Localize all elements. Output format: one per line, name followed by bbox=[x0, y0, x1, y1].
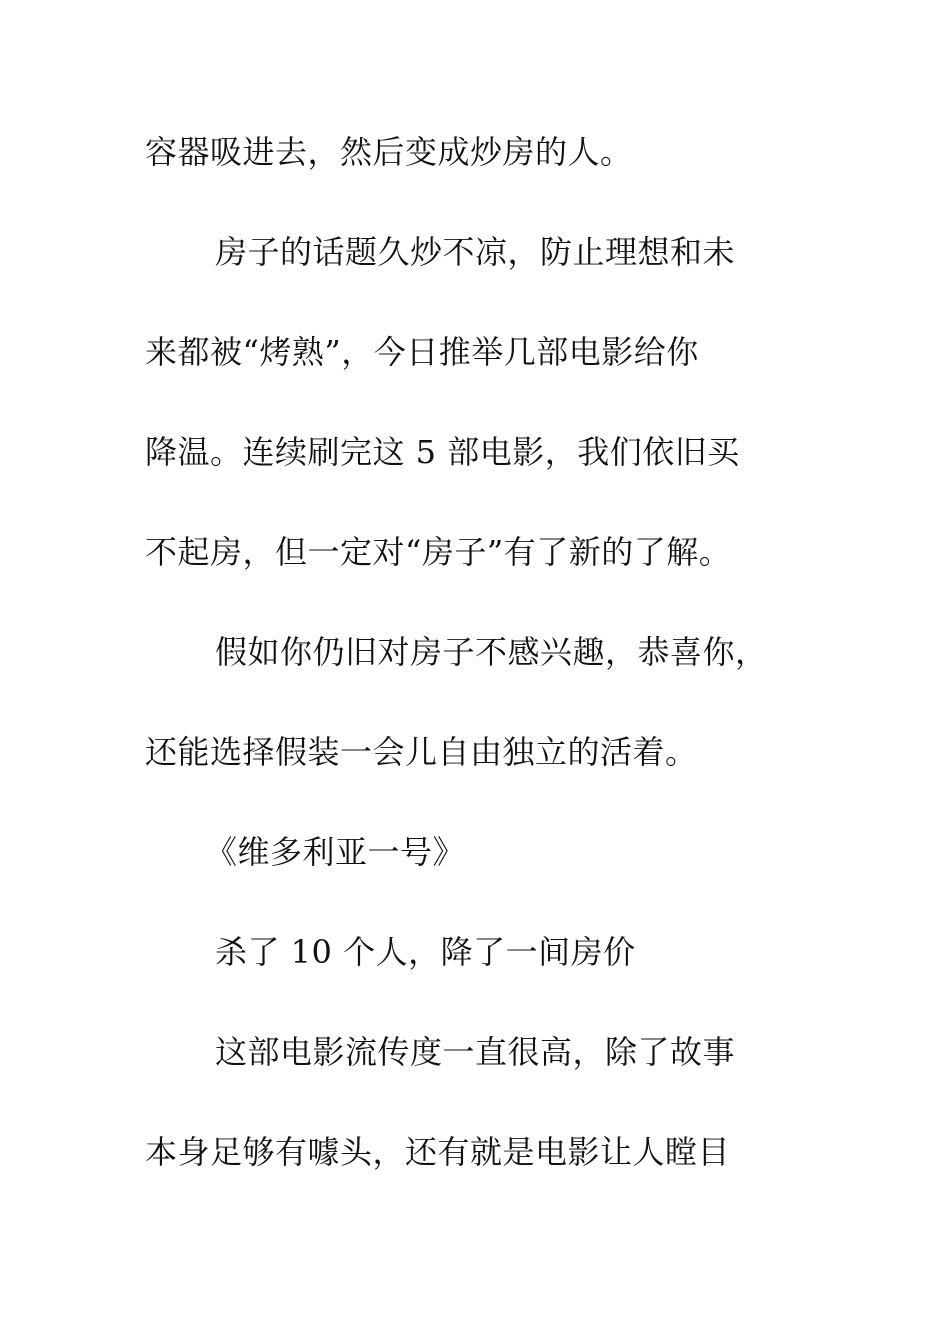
paragraph-line: 还能选择假装一会儿自由独立的活着。 bbox=[145, 733, 698, 771]
paragraph-line: 不起房，但一定对“房子”有了新的了解。 bbox=[145, 533, 732, 571]
paragraph-line: 这部电影流传度一直很高，除了故事 bbox=[215, 1033, 736, 1071]
section-title: 《维多利亚一号》 bbox=[205, 833, 466, 871]
paragraph-line: 来都被“烤熟”，今日推举几部电影给你 bbox=[145, 333, 699, 371]
section-subtitle: 杀了 10 个人，降了一间房价 bbox=[215, 933, 636, 971]
paragraph-line: 房子的话题久炒不凉，防止理想和未 bbox=[215, 233, 736, 271]
paragraph-line: 容器吸进去，然后变成炒房的人。 bbox=[145, 133, 633, 171]
paragraph-line: 假如你仍旧对房子不感兴趣，恭喜你， bbox=[215, 633, 768, 671]
paragraph-line: 降温。连续刷完这 5 部电影，我们依旧买 bbox=[145, 433, 740, 471]
paragraph-line: 本身足够有噱头，还有就是电影让人瞠目 bbox=[145, 1133, 731, 1171]
